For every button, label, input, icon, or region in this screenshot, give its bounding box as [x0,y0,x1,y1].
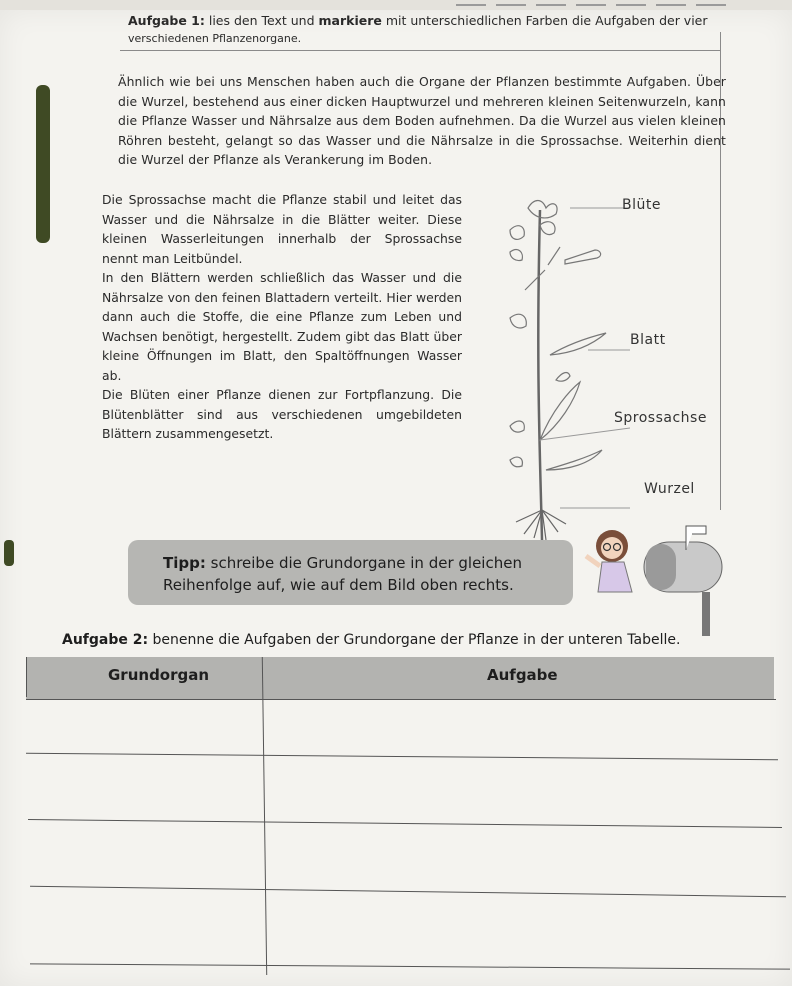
task1-title [128,13,728,28]
dash-mark [536,4,566,6]
label-sprossachse: Sprossachse [614,410,707,426]
task1-label: Aufgabe 1: [128,13,205,28]
task2-label: Aufgabe 2: [62,632,149,648]
dash-mark [576,4,606,6]
dash-mark [696,4,726,6]
mailbox-post [702,592,710,636]
label-wurzel: Wurzel [644,481,695,497]
column-header-aufgabe: Aufgabe [487,666,558,684]
table-cell-aufgabe-1[interactable] [268,699,768,755]
table-cell-aufgabe-3[interactable] [268,828,768,888]
table-cell-grundorgan-3[interactable] [26,828,262,888]
girl-arm [586,556,600,566]
task1-highlight: markiere [318,13,382,28]
dash-mark [496,4,526,6]
branch [525,247,560,290]
task1-text: lies den Text und [204,13,319,28]
table-cell-grundorgan-1[interactable] [26,699,262,755]
leaf [510,457,522,467]
binder-clip [4,540,14,566]
paragraph-stem: Die Sprossachse macht die Pflanze stabil und leitet das Wasser und die Nährsalze in die Blätter weiter. Diese kleinen Wasserleitungen innerhalb der Sprossachse nennt man Leitbündel. [102,192,462,266]
paragraph-flower: Die Blüten einer Pflanze dienen zur Fortpflanzung. Die Blütenblätter sind aus verschiedenen umgebildeten Blättern zusammengesetzt. [102,387,462,441]
task1-subtitle: verschiedenen Pflanzenorgane. [128,32,302,45]
flower [528,201,557,218]
tip-text [163,552,553,596]
leaf [550,333,606,355]
dash-mark [456,4,486,6]
paragraph-text: Ähnlich wie bei uns Menschen haben auch die Organe der Pflanzen bestimmte Aufgaben. Über die Wurzel, bestehend aus einer dicken Hauptwurzel und mehreren kleinen Seitenwurzeln, kann die Pflanze Wasser und Nährsalze aus dem Boden aufnehmen. Da die Wurzel aus vielen kleinen Röhren besteht, gelangt so das Wasser und die Nährsalze in die Sprossachse. Weiterhin dient die Wurzel der Pflanze als Verankerung im Boden. [118,74,726,167]
column-header-grundorgan: Grundorgan [108,666,210,684]
girl-body [598,562,632,592]
girl-face [601,537,623,559]
table-cell-aufgabe-4[interactable] [268,898,768,962]
tip-line1: schreibe die Grundorgane in der gleichen [205,554,522,572]
task1-text: mit unterschiedlichen Farben die Aufgaben der vier [381,13,708,28]
leaf [556,373,570,382]
paragraph-root [118,72,726,170]
flower [510,250,522,261]
table-border [26,657,27,697]
seed-pod [565,250,601,264]
mailbox-door [646,544,676,590]
table-cell-grundorgan-2[interactable] [26,760,262,820]
girl-mailbox-illustration [584,516,744,636]
task2-text: benenne die Aufgaben der Grundorgane der Pflanze in der unteren Tabelle. [148,632,681,648]
frame-line [120,50,720,51]
label-blatt: Blatt [630,332,666,348]
plant-illustration [470,190,630,550]
label-bluete: Blüte [622,197,661,213]
paragraph-leaf: In den Blättern werden schließlich das Wasser und die Nährsalze von den feinen Blattadern verteilt. Hier werden dann auch die Stoffe, die eine Pflanze zum Leben und Wachsen benötigt, hergestellt. Zudem gibt das Blatt über kleine Öffnungen im Blatt, den Spaltöffnungen Wasser ab. [102,270,462,383]
leaf [546,450,602,470]
table-cell-grundorgan-4[interactable] [26,898,262,962]
tip-line2: Reihenfolge auf, wie auf dem Bild oben rechts. [163,576,514,594]
leaf [540,382,580,440]
stem [538,210,542,540]
dash-mark [656,4,686,6]
paragraph-organs [102,190,462,444]
bud [510,314,526,328]
table-cell-aufgabe-2[interactable] [268,760,768,820]
leaf [510,421,524,432]
task2-title [62,632,680,648]
tip-label: Tipp: [163,554,206,572]
flower [510,226,524,240]
flower [540,222,555,235]
dash-mark [616,4,646,6]
binder-clip [36,85,50,243]
